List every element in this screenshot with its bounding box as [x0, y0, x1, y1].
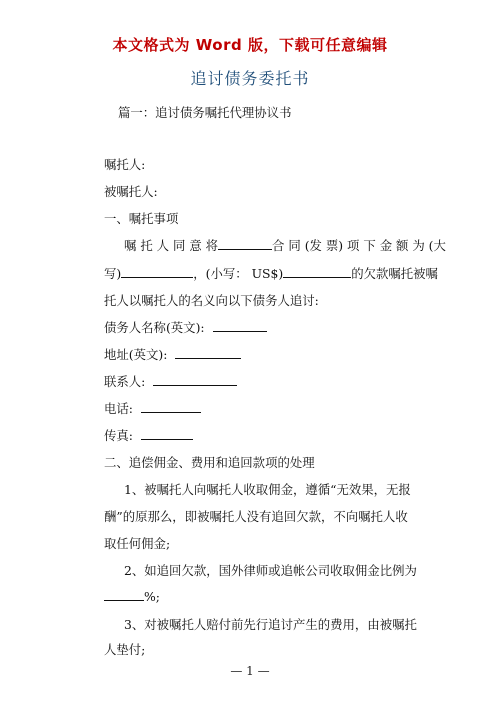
item2-line2-suffix: %;: [144, 589, 160, 604]
contact-row: [104, 372, 237, 390]
debtor-name-row: [104, 318, 267, 336]
fax-label: 传真:: [104, 428, 133, 443]
phone-blank: [141, 400, 201, 413]
section2-heading: 二、追偿佣金、费用和追回款项的处理: [104, 455, 315, 470]
format-banner: 本文格式为 Word 版，下载可任意编辑: [112, 36, 388, 54]
paragraph1-line2-start: 写): [104, 266, 122, 281]
paragraph1-line2-end: 的欠款嘱托被嘱: [351, 266, 438, 281]
contract-blank: [218, 237, 272, 250]
contact-label: 联系人:: [104, 374, 146, 389]
agent-label: 被嘱托人:: [104, 184, 158, 199]
page-number: — 1 —: [230, 664, 270, 678]
address-label: 地址(英文):: [104, 347, 168, 362]
amount-figures-blank: [283, 265, 351, 278]
phone-label: 电话:: [104, 401, 133, 416]
paragraph1-line3: 托人以嘱托人的名义向以下债务人追讨:: [104, 293, 319, 308]
item1-line2: 酬”的原那么，即被嘱托人没有追回欠款，不向嘱托人收: [104, 509, 408, 524]
contact-blank: [153, 373, 237, 386]
paragraph1-line1-start: 嘱 托 人 同 意 将: [124, 238, 219, 253]
address-blank: [175, 346, 241, 359]
debtor-name-label: 债务人名称(英文):: [104, 320, 205, 335]
commission-rate-blank: [104, 588, 144, 601]
document-title: 追讨债务委托书: [190, 69, 310, 88]
fax-blank: [141, 427, 193, 440]
phone-row: [104, 399, 201, 417]
paragraph1-line2-mid: ，(小写： US$): [193, 266, 284, 281]
address-row: [104, 345, 241, 363]
debtor-name-blank: [213, 319, 267, 332]
principal-label: 嘱托人:: [104, 157, 146, 172]
item2-line2: [104, 588, 160, 604]
item1-line3: 取任何佣金;: [104, 536, 171, 551]
paragraph1-line2: [104, 264, 438, 282]
item1-line1: 1、被嘱托人向嘱托人收取佣金，遵循“无效果，无报: [124, 482, 411, 497]
amount-words-blank: [121, 265, 193, 278]
fax-row: [104, 426, 193, 444]
paragraph1-line1: [124, 236, 446, 254]
item3-line1: 3、对被嘱托人赔付前先行追讨产生的费用，由被嘱托: [124, 617, 417, 632]
section1-heading: 一、嘱托事项: [104, 211, 179, 226]
paragraph1-line1-end: 合 同 (发 票) 项 下 金 额 为 (大: [272, 238, 446, 253]
article-subtitle: 篇一：追讨债务嘱托代理协议书: [118, 105, 292, 120]
item2-line1: 2、如追回欠款，国外律师或追帐公司收取佣金比例为: [124, 563, 417, 578]
item3-line2: 人垫付;: [104, 642, 146, 657]
